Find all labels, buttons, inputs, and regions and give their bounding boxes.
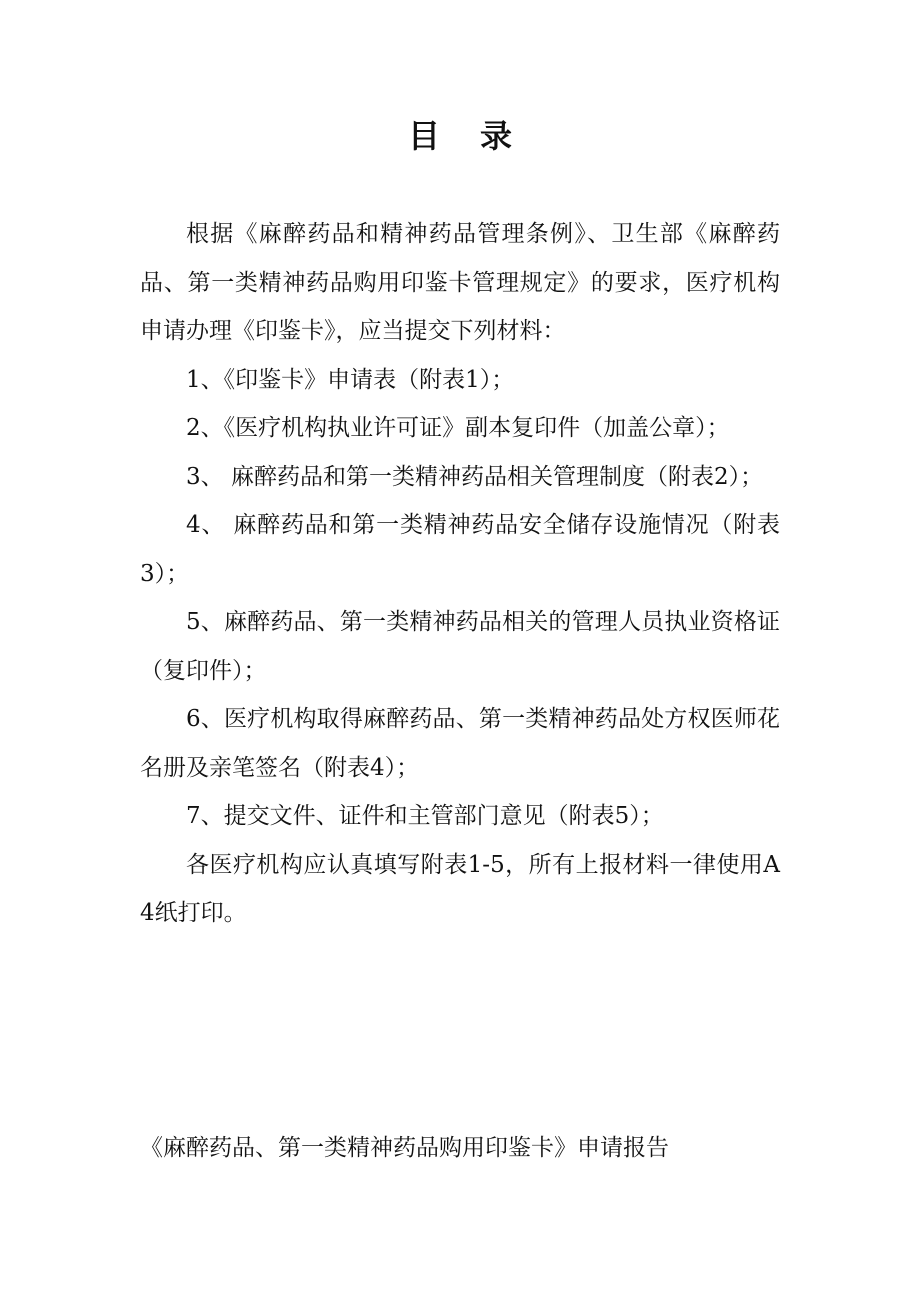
report-title: 《麻醉药品、第一类精神药品购用印鉴卡》申请报告 bbox=[140, 1135, 669, 1161]
list-item-5: 5、麻醉药品、第一类精神药品相关的管理人员执业资格证（复印件）； bbox=[140, 609, 780, 684]
document-body bbox=[140, 210, 780, 938]
list-item-1: 1、《印鉴卡》申请表（附表1）； bbox=[186, 366, 515, 393]
list-item-4: 4、 麻醉药品和第一类精神药品安全储存设施情况（附表3）； bbox=[140, 512, 780, 587]
intro-paragraph: 根据《麻醉药品和精神药品管理条例》、卫生部《麻醉药品、第一类精神药品购用印鉴卡管理规定》的要求，医疗机构申请办理《印鉴卡》，应当提交下列材料： bbox=[140, 221, 780, 344]
page-title: 目录 bbox=[407, 117, 552, 155]
list-item-7: 7、提交文件、证件和主管部门意见（附表5）； bbox=[186, 803, 664, 829]
list-item-6: 6、医疗机构取得麻醉药品、第一类精神药品处方权医师花名册及亲笔签名（附表4）； bbox=[140, 706, 780, 781]
list-item-2: 2、《医疗机构执业许可证》副本复印件（加盖公章）； bbox=[186, 415, 730, 441]
list-item-3: 3、 麻醉药品和第一类精神药品相关管理制度（附表2）； bbox=[186, 463, 764, 490]
closing-note: 各医疗机构应认真填写附表1-5，所有上报材料一律使用A4纸打印。 bbox=[140, 851, 780, 926]
